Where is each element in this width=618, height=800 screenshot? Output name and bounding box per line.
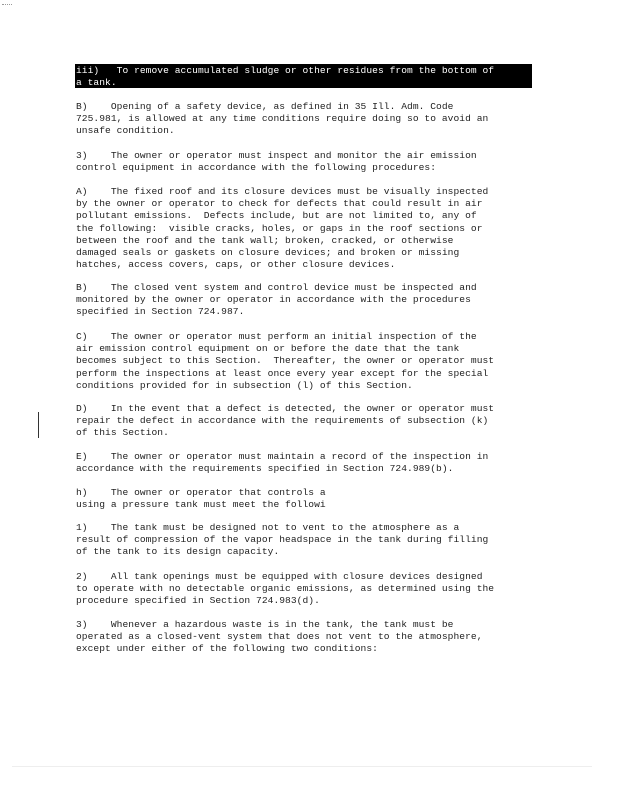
revision-change-bar [38, 412, 39, 438]
page-footer-rule [12, 766, 592, 767]
paragraph-tank-openings: 2) All tank openings must be equipped with closure devices designed to operate with no detectable organic emissions, as determined using the procedure specified in Section 724.983(d). [76, 571, 495, 607]
paragraph-repair-defect: D) In the event that a defect is detected, the owner or operator must repair the defect in accordance with the requirements of subsection (k) of this Section. [76, 403, 495, 439]
paragraph-fixed-roof: A) The fixed roof and its closure devices must be visually inspected by the owner or operator to check for defects that could result in air pollutant emissions. Defects include, but are not limited to, any of the following: visible cracks, holes, or gaps in the roof sections or between the roof and the tank wall; broken, cracked, or otherwise damaged seals or gaskets on closure devices; and broken or missing hatches, access covers, caps, or other closure devices. [76, 186, 489, 271]
highlighted-passage: iii) To remove accumulated sludge or other residues from the bottom of a tank. [76, 65, 495, 89]
paragraph-inspect-monitor: 3) The owner or operator must inspect and monitor the air emission control equipment in accordance with the following procedures: [76, 150, 477, 174]
paragraph-initial-inspection: C) The owner or operator must perform an initial inspection of the air emission control equipment on or before the date that the tank becomes subject to this Section. Thereafter, the owner or operator must perform the inspections at least once every year except for the special conditions provided for in subsection (l) of this Section. [76, 331, 495, 391]
paragraph-closed-vent-system: 3) Whenever a hazardous waste is in the tank, the tank must be operated as a closed-vent system that does not vent to the atmosphere, except under either of the following two conditions: [76, 619, 483, 655]
paragraph-pressure-tank: h) The owner or operator that controls a using a pressure tank must meet the followi [76, 487, 326, 511]
paragraph-closed-vent: B) The closed vent system and control device must be inspected and monitored by the owner or operator in accordance with the procedures specified in Section 724.987. [76, 282, 477, 318]
paragraph-safety-device: B) Opening of a safety device, as defined in 35 Ill. Adm. Code 725.981, is allowed at any time conditions require doing so to avoid an unsafe condition. [76, 101, 489, 137]
paragraph-record-inspection: E) The owner or operator must maintain a record of the inspection in accordance with the requirements specified in Section 724.989(b). [76, 451, 489, 475]
paragraph-tank-design: 1) The tank must be designed not to vent to the atmosphere as a result of compression of the vapor headspace in the tank during filling of the tank to its design capacity. [76, 522, 489, 558]
scan-corner-mark [2, 0, 12, 5]
